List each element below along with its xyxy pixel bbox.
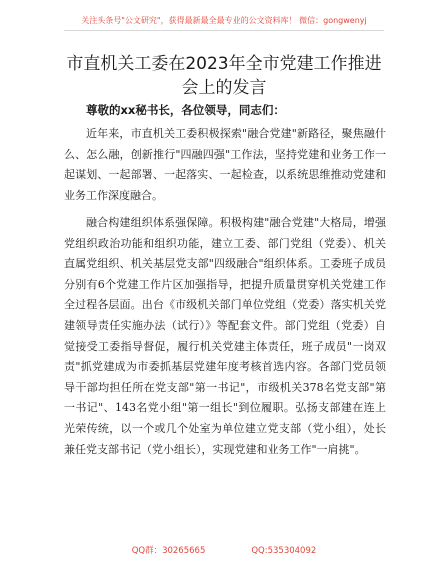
page-header (0, 8, 448, 27)
header-divider (64, 30, 384, 31)
document-title: 市直机关工委在2023年全市党建工作推进会上的发言 (66, 54, 382, 98)
page-footer (0, 544, 448, 556)
paragraph: 融合构建组织体系强保障。积极构建"融合党建"大格局，增强党组织政治功能和组织功能，建立工委、部门党组（党委）、机关直属党组织、机关基层党支部"四级融合"组织体系。工委班子成员分别有6个党建工作片区加强指导，把提升质量贯穿机关党建工作全过程各层面。出台《市级机关部门单位党组（党委）落实机关党建领导责任实施办法（试行）》等配套文件。部门党组（党委）自觉接受工委指导督促，履行机关党建主体责任，班子成员"一岗双责"抓党建成为市委抓基层党建年度考核首选内容。各部门党员领导干部均担任所在党支部"第一书记"，市级机关378名党支部"第一书记"、143名党小组"第一组长"到位履职。弘扬支部建在连上光荣传统，以一个或几个处室为单位建立党支部（党小组），处长兼任党支部书记（党小组长），实现党建和业务工作"一肩挑"。 (64, 216, 386, 456)
header-notice: 关注头条号"公文研究"，获得最新最全最专业的公文资料库！ 微信：gongwenyj (81, 16, 367, 25)
paragraph: 近年来，市直机关工委积极探索"融合党建"新路径，聚焦融什么、怎么融，创新推行"四融四强"工作法，坚持党建和业务工作一起谋划、一起部署、一起落实、一起检查，以系统思维推动党建和业务工作深度融合。 (64, 127, 386, 202)
salutation: 尊敬的xx秘书长，各位领导，同志们： (86, 103, 285, 117)
footer-qq-group: QQ群：30265665 (131, 546, 206, 556)
footer-qq: QQ:535304092 (251, 546, 317, 556)
